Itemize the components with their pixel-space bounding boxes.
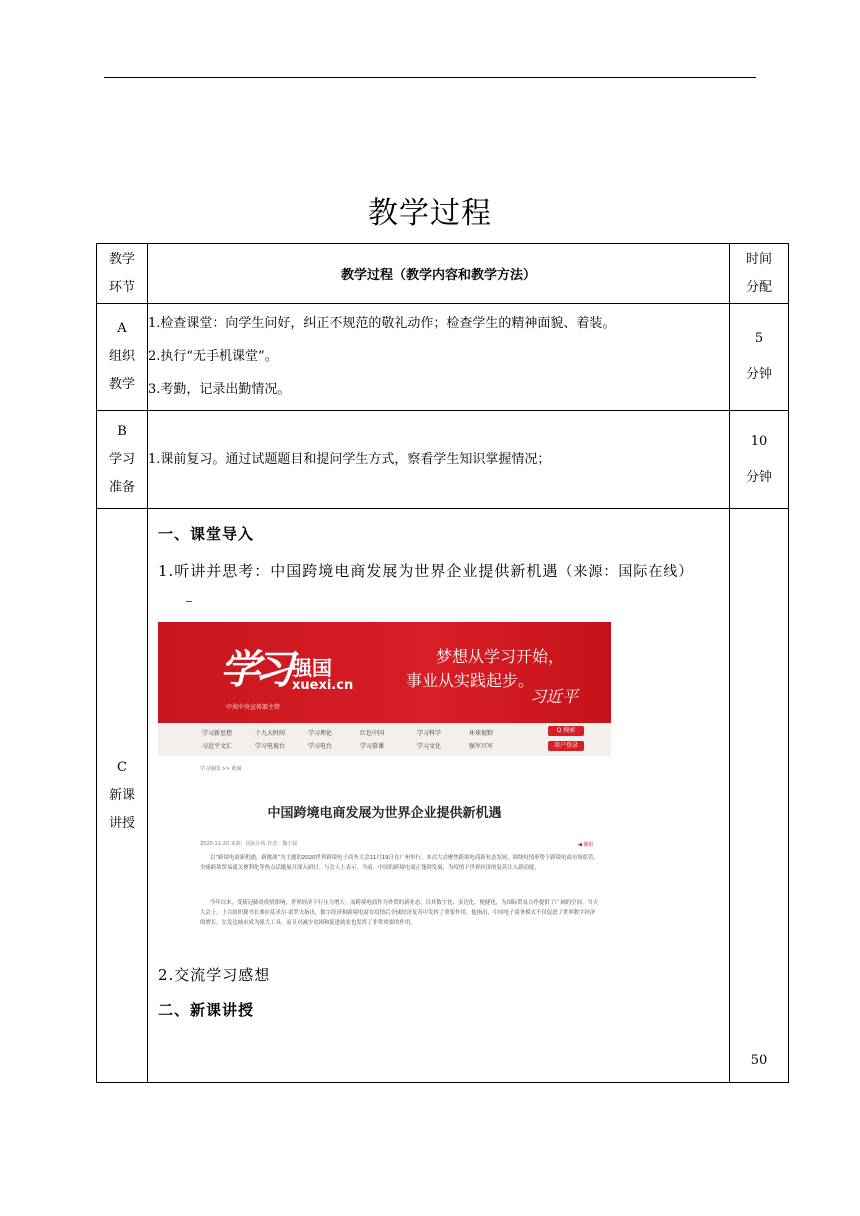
section-b-time-value: 10 [750,433,768,449]
nav-item[interactable]: 学习电视台 [255,743,286,750]
signature: 习近平 [530,687,579,706]
section-c-row [97,509,789,1083]
section-a-label [97,304,148,411]
section-c-time: 50 [730,509,789,1083]
article-title: 中国跨境电商发展为世界企业提供新机遇 [267,806,502,821]
lesson-table [96,243,789,1083]
page-title: 教学过程 [368,196,492,231]
section-a-letter: A [117,321,127,336]
section-a-item: 2.执行“无手机课堂”。 [148,349,278,364]
section-c-label-line2: 讲授 [108,815,135,831]
header-time-line1: 时间 [745,251,772,267]
nav-item[interactable]: 红色中国 [360,730,385,737]
header-time-line2: 分配 [745,279,772,295]
header-stage-line2: 环节 [108,279,135,295]
section-c-label-line1: 新课 [108,787,135,803]
nav-item[interactable]: 学习电台 [308,743,333,750]
header-time [730,244,789,304]
section-b-time [730,411,789,509]
nav-item[interactable]: 学习新思想 [202,730,233,737]
nav-item[interactable]: 强军兴军 [469,743,494,750]
section-c-label [97,509,148,1083]
xuexi-screenshot [158,622,611,954]
section-b-row [97,411,789,509]
section-b-label-line1: 学习 [108,451,135,467]
slogan-line1: 梦想从学习开始， [436,647,565,666]
section-c-content [148,509,730,1083]
section-c-letter: C [117,759,127,775]
section-a-item: 1.检查课堂：向学生问好，纠正不规范的敬礼动作；检查学生的精神面貌、着装。 [148,316,616,331]
nav-item[interactable]: 学习慕课 [360,743,385,750]
lead-source: （来源：国际在线） [558,564,694,580]
header-process: 教学过程（教学内容和教学方法） [148,244,730,304]
header-stage-line1: 教学 [108,251,135,267]
nav-item[interactable]: 学习理论 [308,730,333,737]
xuexi-banner [158,622,611,723]
nav-item[interactable]: 十九大时间 [255,730,286,737]
section-a-time [730,304,789,411]
article-paragraph: 今年以来，受新冠肺炎疫情影响，世界经济下行压力增大。而跨境电商作为外贸的新业态，以其数字化、多边化、便捷化，为国际贸易合作提供了广阔的空间。当天大会上，上合组织秘书长弗拉基米尔·诺罗夫指出，数字经济和跨境电商在疫情后全球经济复苏中发挥了重要作用。他指出，中国电子商务模式不仅促进了世界数字经济的增长，在发达城市成为强大工具，而且对减少贫困和促进就业也发挥了非常重要的作用。 [200,900,599,926]
slogan-line2: 事业从实践起步。 [406,671,535,690]
xuexi-logo-glyph: 学习 [220,646,288,693]
search-button[interactable]: Q 搜索 [548,726,584,736]
heading-class-intro: 一、课堂导入 [158,525,255,543]
xuexi-logo-sub: 中共中央宣传部主管 [226,704,281,711]
breadcrumb: 学习强国 >> 新闻 [200,766,242,772]
item-exchange: 2.交流学习感想 [158,966,271,984]
section-a-label-line2: 教学 [108,377,135,392]
login-button[interactable]: 用户登录 [548,741,584,751]
header-rule [104,77,756,78]
section-b-label [97,411,148,509]
section-a-item: 3.考勤，记录出勤情况。 [148,382,291,397]
article-meta: 2020-11-20 来源：国际在线 作者：魏宇晨 [200,841,298,847]
section-b-time-unit: 分钟 [745,469,772,485]
section-a-time-unit: 分钟 [745,367,772,382]
header-stage [97,244,148,304]
table-header-row [97,244,789,304]
nav-item[interactable]: 环球视野 [469,730,494,737]
section-b-letter: B [117,423,127,439]
lead-item [158,560,723,581]
section-a-content [148,304,730,411]
audio-button[interactable]: ◀ 播报 [578,842,594,848]
article-paragraph: 以“跨境电商新机遇，新挑战”为主题的2020世界跨境电子商务大会11月19日在广州举行。本次大会聚焦跨境电商新业态发展，围绕疫情形势下跨境电商市场监管、全球跨境贸易通关便利化等热点话题展开深入研讨。与会人士表示，当前，中国的跨境电商正蓬勃发展，为疫情下世界经济的复苏注入新动能。 [200,855,599,871]
lead-text: 1.听讲并思考：中国跨境电商发展为世界企业提供新机遇 [158,562,559,580]
section-a-time-value: 5 [754,331,764,346]
link-dash[interactable] [186,601,192,602]
nav-item[interactable]: 学习科学 [417,730,442,737]
nav-item[interactable]: 学习文化 [417,743,442,750]
section-b-content: 1.课前复习。通过试题题目和提问学生方式，察看学生知识掌握情况； [148,411,730,509]
heading-new-lesson: 二、新课讲授 [158,1001,255,1019]
section-a-label-line1: 组织 [108,349,135,364]
xuexi-logo-url: xuexi.cn [292,678,354,693]
section-b-label-line2: 准备 [108,479,135,495]
nav-item[interactable]: 习近平文汇 [202,743,233,750]
section-a-row [97,304,789,411]
xuexi-navbar [158,723,611,756]
xuexi-logo-name: 强国 [292,656,332,680]
